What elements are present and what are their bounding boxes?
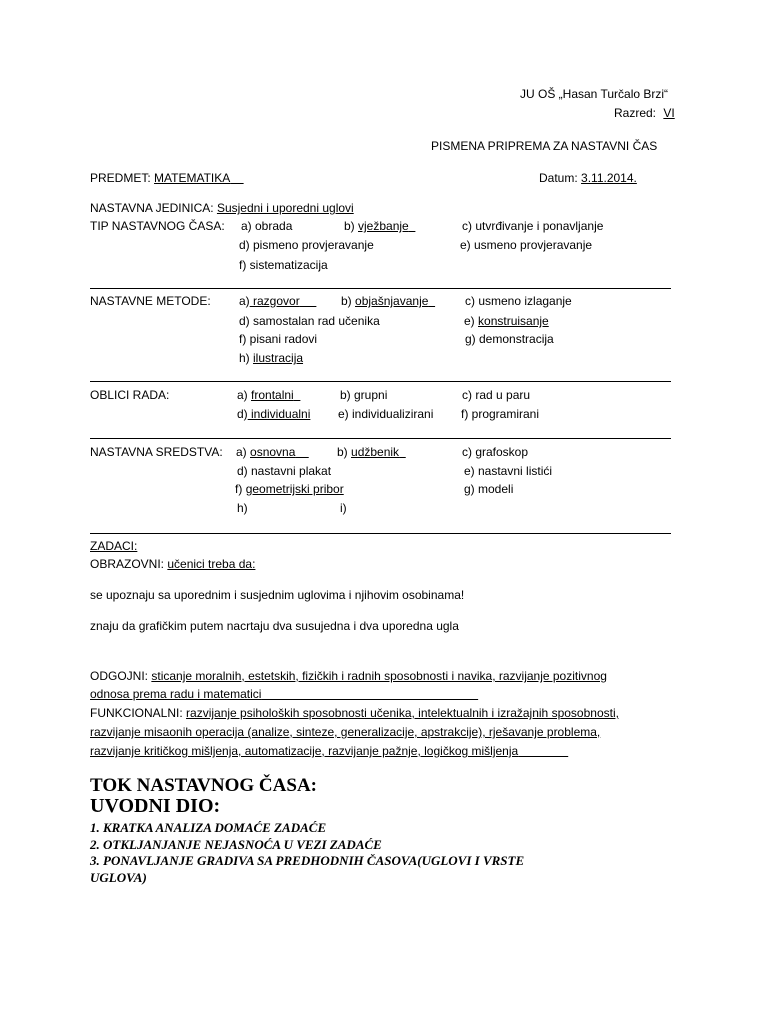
teaching-unit-row xyxy=(90,201,354,215)
divider xyxy=(90,381,671,382)
educational-row: OBRAZOVNI: učenici treba da: xyxy=(90,557,256,571)
educational-line-2: znaju da grafičkim putem nacrtaju dva susujedna i dva uporedna ugla xyxy=(90,619,459,633)
subject-label: PREDMET: xyxy=(90,171,151,185)
aid-h: h) xyxy=(237,501,248,515)
lesson-type-c: c) utvrđivanje i ponavljanje xyxy=(462,219,604,233)
method-c: c) usmeno izlaganje xyxy=(465,294,572,308)
functional-row: FUNKCIONALNI: razvijanje psiholoških sposobnosti učenika, intelektualnih i izražajnih sposobnosti, xyxy=(90,706,619,720)
method-f: f) pisani radovi xyxy=(239,332,318,346)
intro-section-title: UVODNI DIO: xyxy=(90,795,221,817)
method-e: e) konstruisanje xyxy=(464,314,549,328)
grade-label: Razred: xyxy=(614,106,657,120)
work-form-e: e) individualizirani xyxy=(338,407,434,421)
teaching-aids-label: NASTAVNA SREDSTVA: xyxy=(90,445,223,459)
work-form-f: f) programirani xyxy=(461,407,540,421)
aid-d: d) nastavni plakat xyxy=(237,464,332,478)
lesson-type-b: b) vježbanje xyxy=(344,219,409,233)
lesson-type-f: f) sistematizacija xyxy=(239,258,328,272)
date-value: 3.11.2014. xyxy=(581,171,637,185)
work-form-b: b) grupni xyxy=(340,388,388,402)
lesson-type-a: a) obrada xyxy=(241,219,293,233)
intro-item-3-cont: UGLOVA) xyxy=(90,870,147,885)
method-a: a) razgovor xyxy=(239,294,300,308)
divider xyxy=(90,438,671,439)
intro-item-2: 2. OTKLJANJANJE NEJASNOĆA U VEZI ZADAĆE xyxy=(90,837,382,852)
subject-value: MATEMATIKA xyxy=(154,171,231,185)
divider xyxy=(90,533,671,534)
functional-line-2: razvijanje misaonih operacija (analize, sinteze, generalizacije, apstrakcije), rješavanje problema, xyxy=(90,725,601,739)
aid-i: i) xyxy=(340,501,347,515)
lesson-type-d: d) pismeno provjeravanje xyxy=(239,238,374,252)
document-title: PISMENA PRIPREMA ZA NASTAVNI ČAS xyxy=(431,139,658,153)
work-form-d: d) individualni xyxy=(237,407,311,421)
educational-line-1: se upoznaju sa uporednim i susjednim uglovima i njihovim osobinama! xyxy=(90,588,465,602)
teaching-unit-label: NASTAVNA JEDINICA: xyxy=(90,201,214,215)
aid-a: a) osnovna xyxy=(236,445,296,459)
lesson-type-e: e) usmeno provjeravanje xyxy=(460,238,593,252)
method-h: h) ilustracija xyxy=(239,351,304,365)
aid-e: e) nastavni listići xyxy=(464,464,553,478)
upbringing-line-2: odnosa prema radu i matematici xyxy=(90,687,262,701)
method-g: g) demonstracija xyxy=(465,332,554,346)
upbringing-row: ODGOJNI: sticanje moralnih, estetskih, fizičkih i radnih sposobnosti i navika, razvijanje pozitivnog xyxy=(90,669,607,683)
grade-value: VI xyxy=(663,106,675,120)
aid-b: b) udžbenik xyxy=(337,445,400,459)
work-form-c: c) rad u paru xyxy=(462,388,531,402)
grade-row xyxy=(614,106,675,120)
teaching-unit-value: Susjedni i uporedni uglovi xyxy=(216,201,354,215)
lesson-type-label: TIP NASTAVNOG ČASA: xyxy=(90,219,225,233)
aid-c: c) grafoskop xyxy=(462,445,529,459)
divider xyxy=(90,288,671,289)
work-forms-label: OBLICI RADA: xyxy=(90,388,170,402)
lesson-flow-title: TOK NASTAVNOG ČASA: xyxy=(90,775,317,796)
intro-item-1: 1. KRATKA ANALIZA DOMAĆE ZADAĆE xyxy=(90,820,327,835)
method-d: d) samostalan rad učenika xyxy=(239,314,380,328)
method-b: b) objašnjavanje xyxy=(341,294,429,308)
aid-f: f) geometrijski pribor xyxy=(235,482,344,496)
methods-label: NASTAVNE METODE: xyxy=(90,294,211,308)
aid-g: g) modeli xyxy=(464,482,514,496)
intro-item-3: 3. PONAVLJANJE GRADIVA SA PREDHODNIH ČASOVA(UGLOVI I VRSTE xyxy=(90,853,525,868)
work-form-a: a) frontalni xyxy=(237,388,294,402)
school-name: JU OŠ „Hasan Turčalo Brzi“ xyxy=(520,87,669,101)
subject-row xyxy=(90,171,244,185)
tasks-title: ZADACI: xyxy=(90,539,138,553)
date-label: Datum: xyxy=(539,171,578,185)
functional-line-3: razvijanje kritičkog mišljenja, automatizacije, razvijanje pažnje, logičkog mišljenja xyxy=(90,744,519,758)
date-row xyxy=(539,171,637,185)
